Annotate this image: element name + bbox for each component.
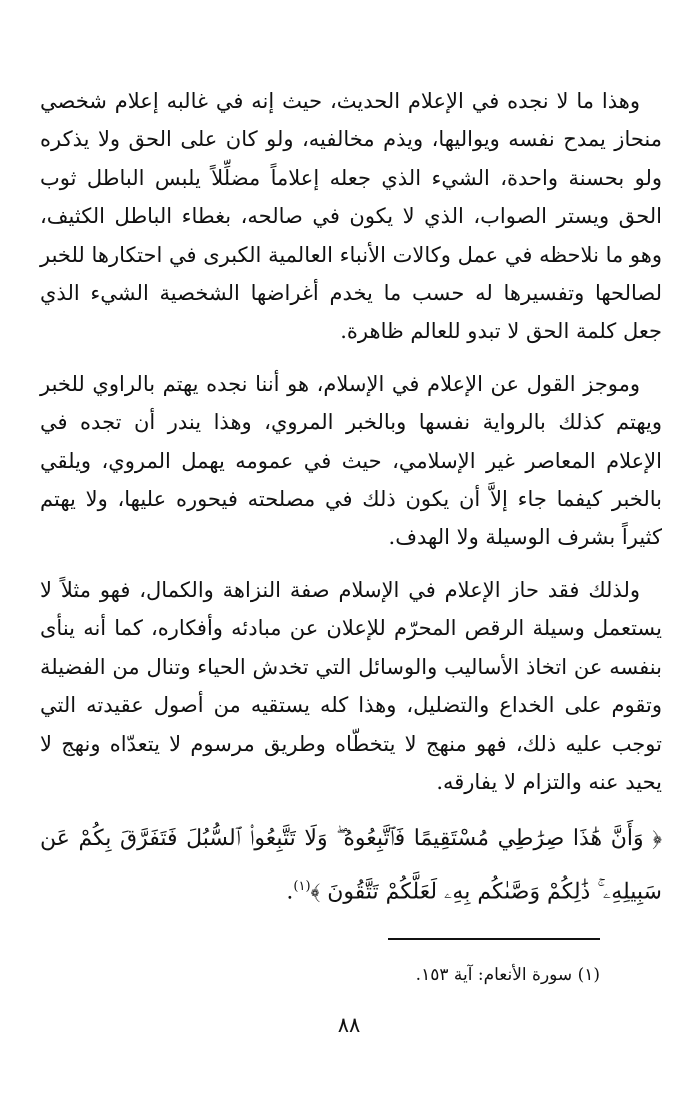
verse-end-punctuation: . [286, 879, 294, 905]
quran-verse [40, 815, 662, 916]
paragraph-2: وموجز القول عن الإعلام في الإسلام، هو أننا نجده يهتم بالراوي للخبر ويهتم كذلك بالرواية نفسها وبالخبر المروي، وهذا يندر أن تجده في الإعلام المعاصر غير الإسلامي، حيث في عمومه يهمل المروي، ويلقي بالخبر كيفما جاء إلاَّ أن يكون ذلك في مصلحته فيحوره عليها، ولا يهتم كثيراً بشرف الوسيلة ولا الهدف. [40, 371, 662, 550]
verse-text: ﴿ وَأَنَّ هَٰذَا صِرَٰطِي مُسْتَقِيمًا فَٱتَّبِعُوهُ ۖ وَلَا تَتَّبِعُوا۟ ٱلسُّبُلَ فَتَفَرَّقَ بِكُمْ عَن سَبِيلِهِۦ ۚ ذَٰلِكُمْ وَصَّىٰكُم بِهِۦ لَعَلَّكُمْ تَتَّقُونَ ﴾ [40, 826, 662, 905]
footnote-marker: (١) [293, 879, 311, 895]
page-number: ٨٨ [337, 1013, 361, 1037]
page-body [40, 82, 662, 917]
paragraph-3: ولذلك فقد حاز الإعلام في الإسلام صفة النزاهة والكمال، فهو مثلاً لا يستعمل وسيلة الرقص المحرّم للإعلان عن مبادئه وأفكاره، كما أنه ينأى بنفسه عن اتخاذ الأساليب والوسائل التي تخدش الحياء وتنال من الفضيلة وتقوم على الخداع والتضليل، وهذا كله يستقيه من أصول عقيدته التي توجب عليه ذلك، فهو منهج لا يتخطّاه وطريق مرسوم لا يتعدّاه ونهج لا يحيد عنه والتزام لا يفارقه. [40, 577, 662, 794]
footnote: (١) سورة الأنعام: آية ١٥٣. [415, 965, 600, 985]
paragraph-1: وهذا ما لا نجده في الإعلام الحديث، حيث إنه في غالبه إعلام شخصي منحاز يمدح نفسه ويواليها، ويذم مخالفيه، ولو كان على الحق ولا يذكره ولو بحسنة واحدة، الشيء الذي جعله إعلاماً مضلِّلاً يلبس الباطل ثوب الحق ويستر الصواب، الذي لا يكون في صالحه، بغطاء الباطل الكثيف، وهو ما نلاحظه في عمل وكالات الأنباء العالمية الكبرى في احتكارها للخبر لصالحها وتفسيرها له حسب ما يخدم أغراضها الشخصية الشيء الذي جعل كلمة الحق لا تبدو للعالم ظاهرة. [40, 89, 662, 344]
footnote-separator [388, 938, 600, 940]
